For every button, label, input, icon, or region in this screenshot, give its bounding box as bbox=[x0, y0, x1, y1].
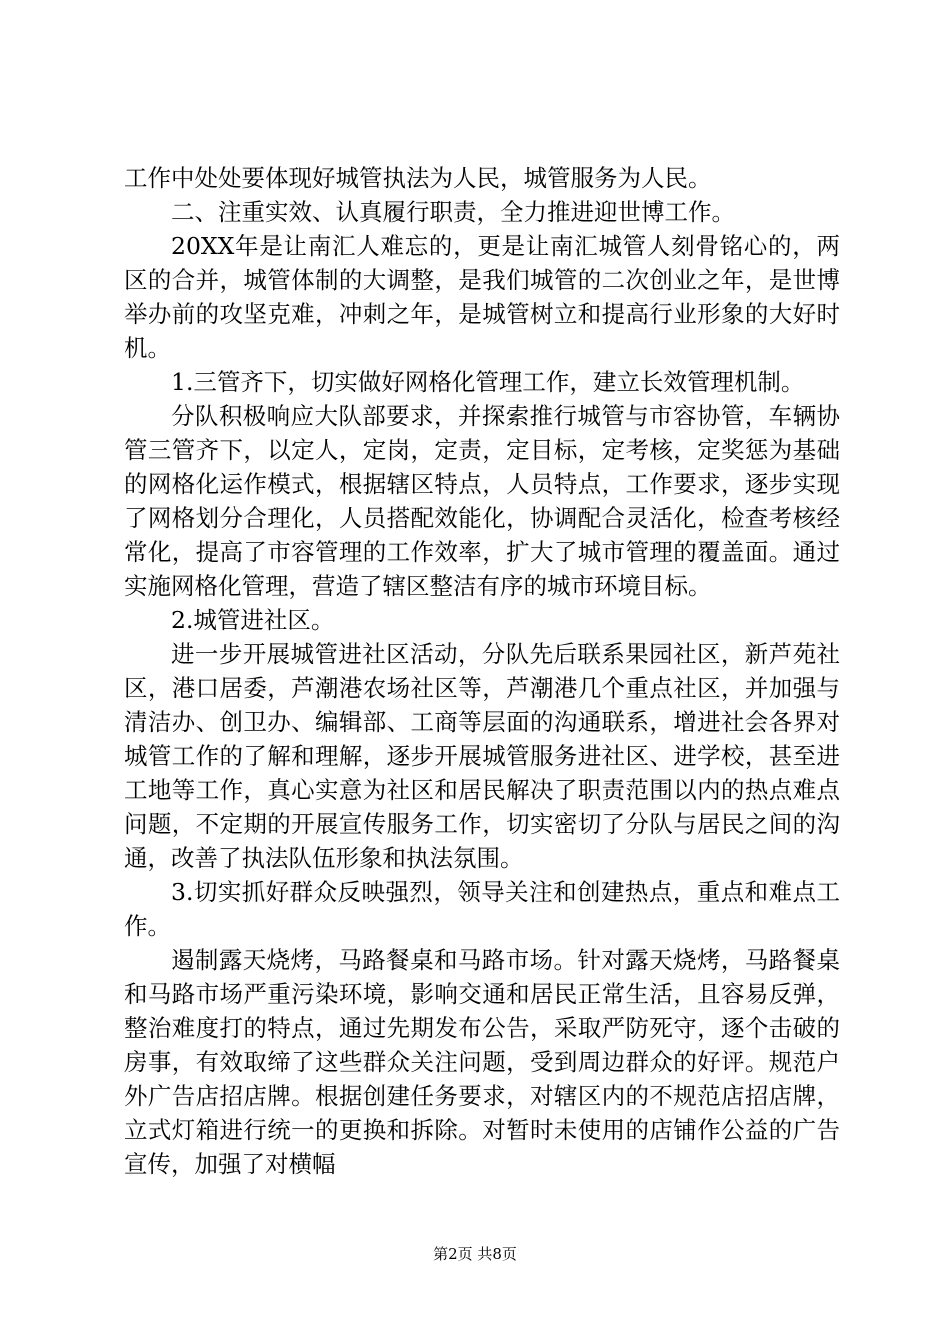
page-footer bbox=[0, 1244, 950, 1264]
paragraph-6-subheading: 2.城管进社区。 bbox=[171, 606, 335, 634]
document-body bbox=[124, 161, 840, 1181]
paragraph-8-subheading: 3.切实抓好群众反映强烈，领导关注和创建热点，重点和难点工作。 bbox=[124, 878, 840, 940]
paragraph-7: 进一步开展城管进社区活动，分队先后联系果园社区，新芦苑社区，港口居委，芦潮港农场社区等，芦潮港几个重点社区，并加强与清洁办、创卫办、编辑部、工商等层面的沟通联系，增进社会各界对城管工作的了解和理解，逐步开展城管服务进社区、进学校，甚至进工地等工作，真心实意为社区和居民解决了职责范围以内的热点难点问题，不定期的开展宣传服务工作，切实密切了分队与居民之间的沟通，改善了执法队伍形象和执法氛围。 bbox=[124, 640, 840, 872]
paragraph-5: 分队积极响应大队部要求，并探索推行城管与市容协管，车辆协管三管齐下，以定人，定岗，定责，定目标，定考核，定奖惩为基础的网格化运作模式，根据辖区特点，人员特点，工作要求，逐步实现了网格划分合理化，人员搭配效能化，协调配合灵活化，检查考核经常化，提高了市容管理的工作效率，扩大了城市管理的覆盖面。通过实施网格化管理，营造了辖区整洁有序的城市环境目标。 bbox=[124, 402, 840, 600]
paragraph-2-heading: 二、注重实效、认真履行职责，全力推进迎世博工作。 bbox=[171, 198, 735, 226]
paragraph-4-subheading: 1.三管齐下，切实做好网格化管理工作，建立长效管理机制。 bbox=[171, 368, 805, 396]
page-number: 第2页 共8页 bbox=[433, 1245, 517, 1263]
paragraph-1: 工作中处处要体现好城管执法为人民，城管服务为人民。 bbox=[124, 164, 712, 192]
paragraph-9: 遏制露天烧烤，马路餐桌和马路市场。针对露天烧烤，马路餐桌和马路市场严重污染环境，影响交通和居民正常生活，且容易反弹，整治难度打的特点，通过先期发布公告，采取严防死守，逐个击破的房事，有效取缔了这些群众关注问题，受到周边群众的好评。规范户外广告店招店牌。根据创建任务要求，对辖区内的不规范店招店牌，立式灯箱进行统一的更换和拆除。对暂时未使用的店铺作公益的广告宣传，加强了对横幅 bbox=[124, 946, 840, 1178]
paragraph-3: 20XX年是让南汇人难忘的，更是让南汇城管人刻骨铭心的，两区的合并，城管体制的大调整，是我们城管的二次创业之年，是世博举办前的攻坚克难，冲刺之年，是城管树立和提高行业形象的大好时机。 bbox=[124, 232, 840, 362]
